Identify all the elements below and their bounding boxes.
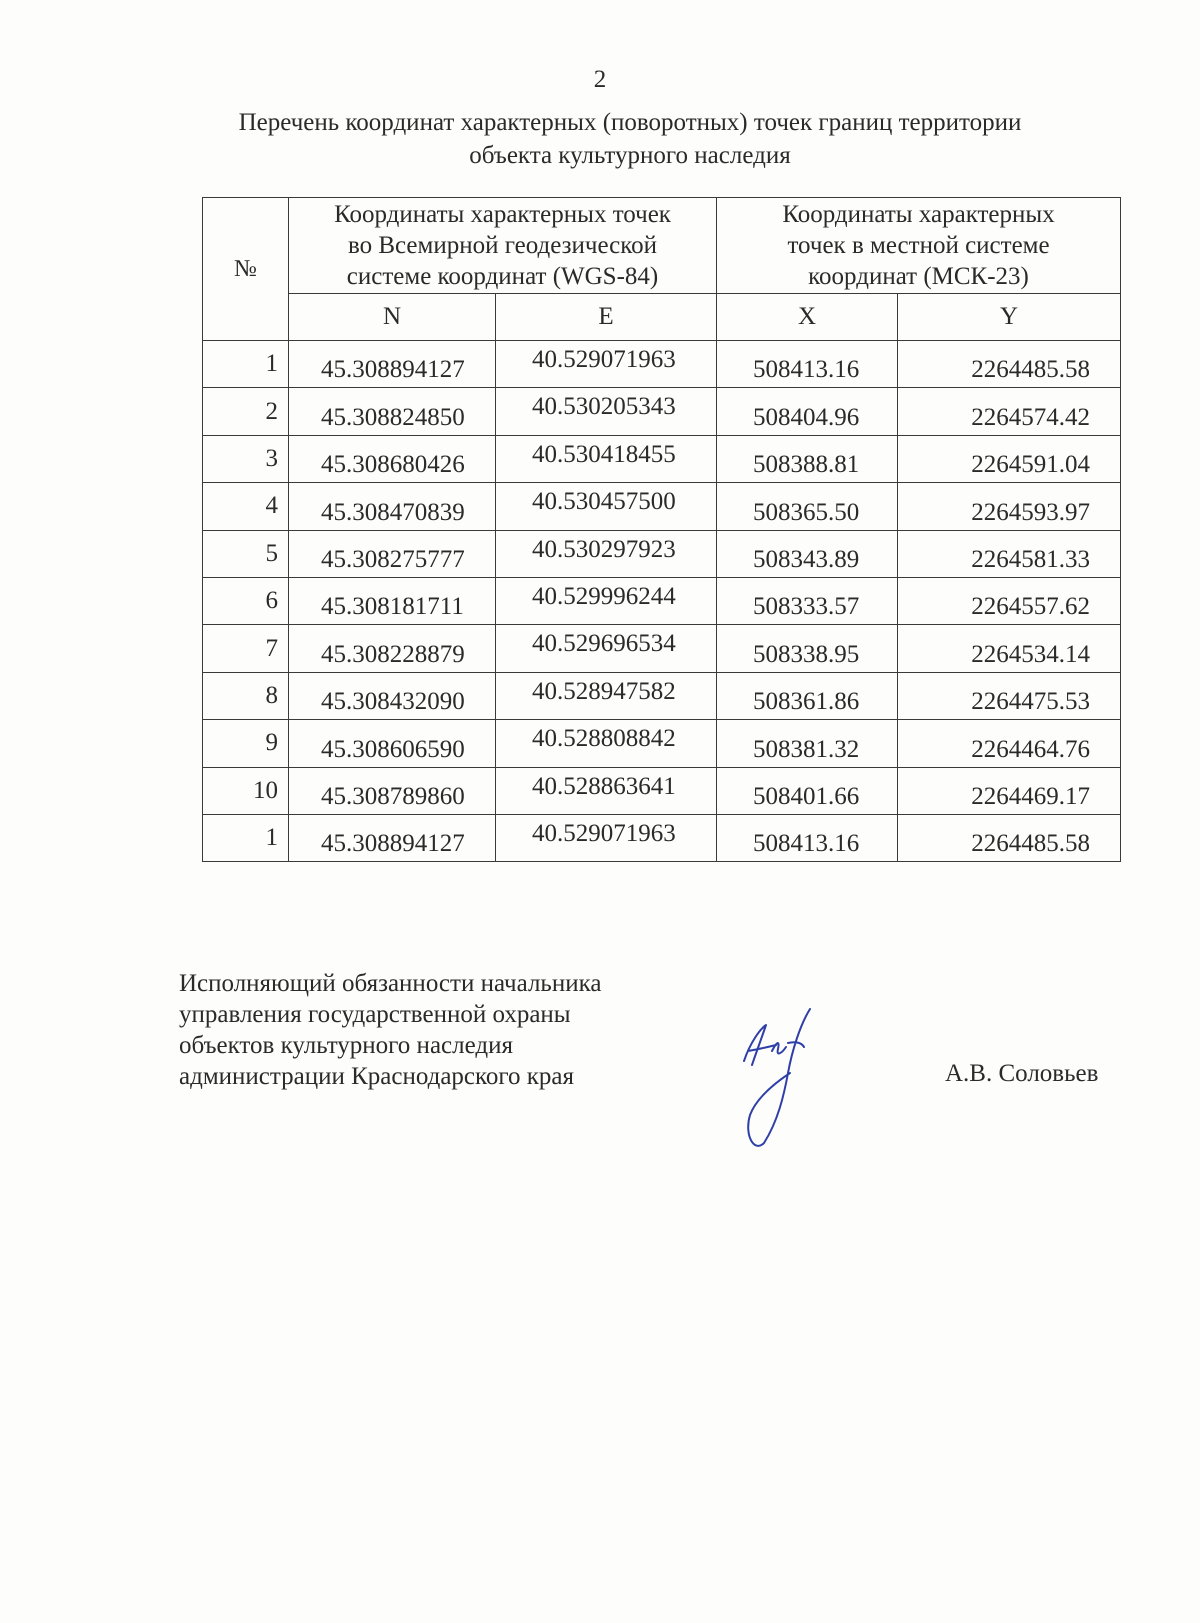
cell-x: 508388.81 (717, 435, 898, 482)
cell-point-number: 10 (203, 767, 289, 814)
cell-latitude-n: 45.308228879 (289, 625, 496, 672)
table-row (203, 672, 1121, 719)
cell-y: 2264464.76 (898, 720, 1121, 767)
cell-longitude-e: 40.529071963 (496, 341, 717, 388)
cell-latitude-n: 45.308432090 (289, 672, 496, 719)
cell-point-number: 7 (203, 625, 289, 672)
cell-y: 2264593.97 (898, 483, 1121, 530)
cell-y: 2264574.42 (898, 388, 1121, 435)
cell-x: 508404.96 (717, 388, 898, 435)
cell-x: 508361.86 (717, 672, 898, 719)
table-row (203, 530, 1121, 577)
cell-latitude-n: 45.308275777 (289, 530, 496, 577)
table-row (203, 625, 1121, 672)
cell-point-number: 4 (203, 483, 289, 530)
e-column-header: E (496, 294, 717, 341)
cell-point-number: 8 (203, 672, 289, 719)
cell-y: 2264581.33 (898, 530, 1121, 577)
cell-point-number: 1 (203, 814, 289, 861)
cell-y: 2264591.04 (898, 435, 1121, 482)
wgs84-header-line: Координаты характерных точек (334, 201, 671, 228)
cell-longitude-e: 40.528808842 (496, 720, 717, 767)
cell-latitude-n: 45.308789860 (289, 767, 496, 814)
page-number: 2 (593, 66, 607, 93)
signer-name: А.В. Соловьев (945, 1060, 1099, 1087)
cell-latitude-n: 45.308894127 (289, 341, 496, 388)
cell-longitude-e: 40.530418455 (496, 435, 717, 482)
cell-x: 508381.32 (717, 720, 898, 767)
cell-point-number: 9 (203, 720, 289, 767)
msk23-group-header (717, 198, 1121, 294)
msk23-header-line: Координаты характерных (782, 201, 1055, 228)
cell-y: 2264557.62 (898, 577, 1121, 624)
table-row (203, 435, 1121, 482)
cell-point-number: 5 (203, 530, 289, 577)
document-title (130, 106, 1130, 172)
x-column-header: X (717, 294, 898, 341)
cell-x: 508333.57 (717, 577, 898, 624)
cell-x: 508343.89 (717, 530, 898, 577)
cell-latitude-n: 45.308824850 (289, 388, 496, 435)
cell-x: 508401.66 (717, 767, 898, 814)
coordinates-table (202, 197, 1121, 862)
cell-point-number: 1 (203, 341, 289, 388)
cell-y: 2264485.58 (898, 341, 1121, 388)
position-line: Исполняющий обязанности начальника (179, 970, 602, 997)
cell-longitude-e: 40.529696534 (496, 625, 717, 672)
n-column-header: N (289, 294, 496, 341)
title-line-2: объекта культурного наследия (469, 142, 791, 169)
cell-longitude-e: 40.528863641 (496, 767, 717, 814)
wgs84-header-line: системе координат (WGS-84) (346, 263, 659, 290)
cell-point-number: 3 (203, 435, 289, 482)
cell-x: 508413.16 (717, 341, 898, 388)
table-row (203, 388, 1121, 435)
cell-longitude-e: 40.529996244 (496, 577, 717, 624)
cell-latitude-n: 45.308894127 (289, 814, 496, 861)
number-column-header: № (203, 198, 289, 341)
msk23-header-line: координат (МСК-23) (808, 263, 1029, 290)
cell-point-number: 6 (203, 577, 289, 624)
cell-latitude-n: 45.308181711 (289, 577, 496, 624)
cell-longitude-e: 40.530205343 (496, 388, 717, 435)
signatory-position (179, 968, 601, 1092)
table-row (203, 814, 1121, 861)
table-row (203, 483, 1121, 530)
cell-latitude-n: 45.308680426 (289, 435, 496, 482)
cell-latitude-n: 45.308470839 (289, 483, 496, 530)
cell-longitude-e: 40.530297923 (496, 530, 717, 577)
position-line: управления государственной охраны (179, 1001, 571, 1028)
cell-x: 508365.50 (717, 483, 898, 530)
cell-longitude-e: 40.529071963 (496, 814, 717, 861)
table-row (203, 767, 1121, 814)
cell-point-number: 2 (203, 388, 289, 435)
msk23-header-line: точек в местной системе (787, 232, 1050, 259)
cell-longitude-e: 40.528947582 (496, 672, 717, 719)
wgs84-header-line: во Всемирной геодезической (347, 232, 658, 259)
position-line: администрации Краснодарского края (179, 1063, 575, 1090)
cell-longitude-e: 40.530457500 (496, 483, 717, 530)
table-subheader-row (203, 294, 1121, 341)
cell-y: 2264469.17 (898, 767, 1121, 814)
position-line: объектов культурного наследия (179, 1032, 513, 1059)
wgs84-group-header (289, 198, 717, 294)
cell-x: 508338.95 (717, 625, 898, 672)
cell-y: 2264485.58 (898, 814, 1121, 861)
handwritten-signature (738, 1003, 838, 1153)
cell-y: 2264534.14 (898, 625, 1121, 672)
cell-y: 2264475.53 (898, 672, 1121, 719)
cell-x: 508413.16 (717, 814, 898, 861)
table-row (203, 341, 1121, 388)
title-line-1: Перечень координат характерных (поворотных) точек границ территории (238, 109, 1022, 136)
cell-latitude-n: 45.308606590 (289, 720, 496, 767)
table-row (203, 720, 1121, 767)
table-row (203, 577, 1121, 624)
table-header-row (203, 198, 1121, 294)
y-column-header: Y (898, 294, 1121, 341)
